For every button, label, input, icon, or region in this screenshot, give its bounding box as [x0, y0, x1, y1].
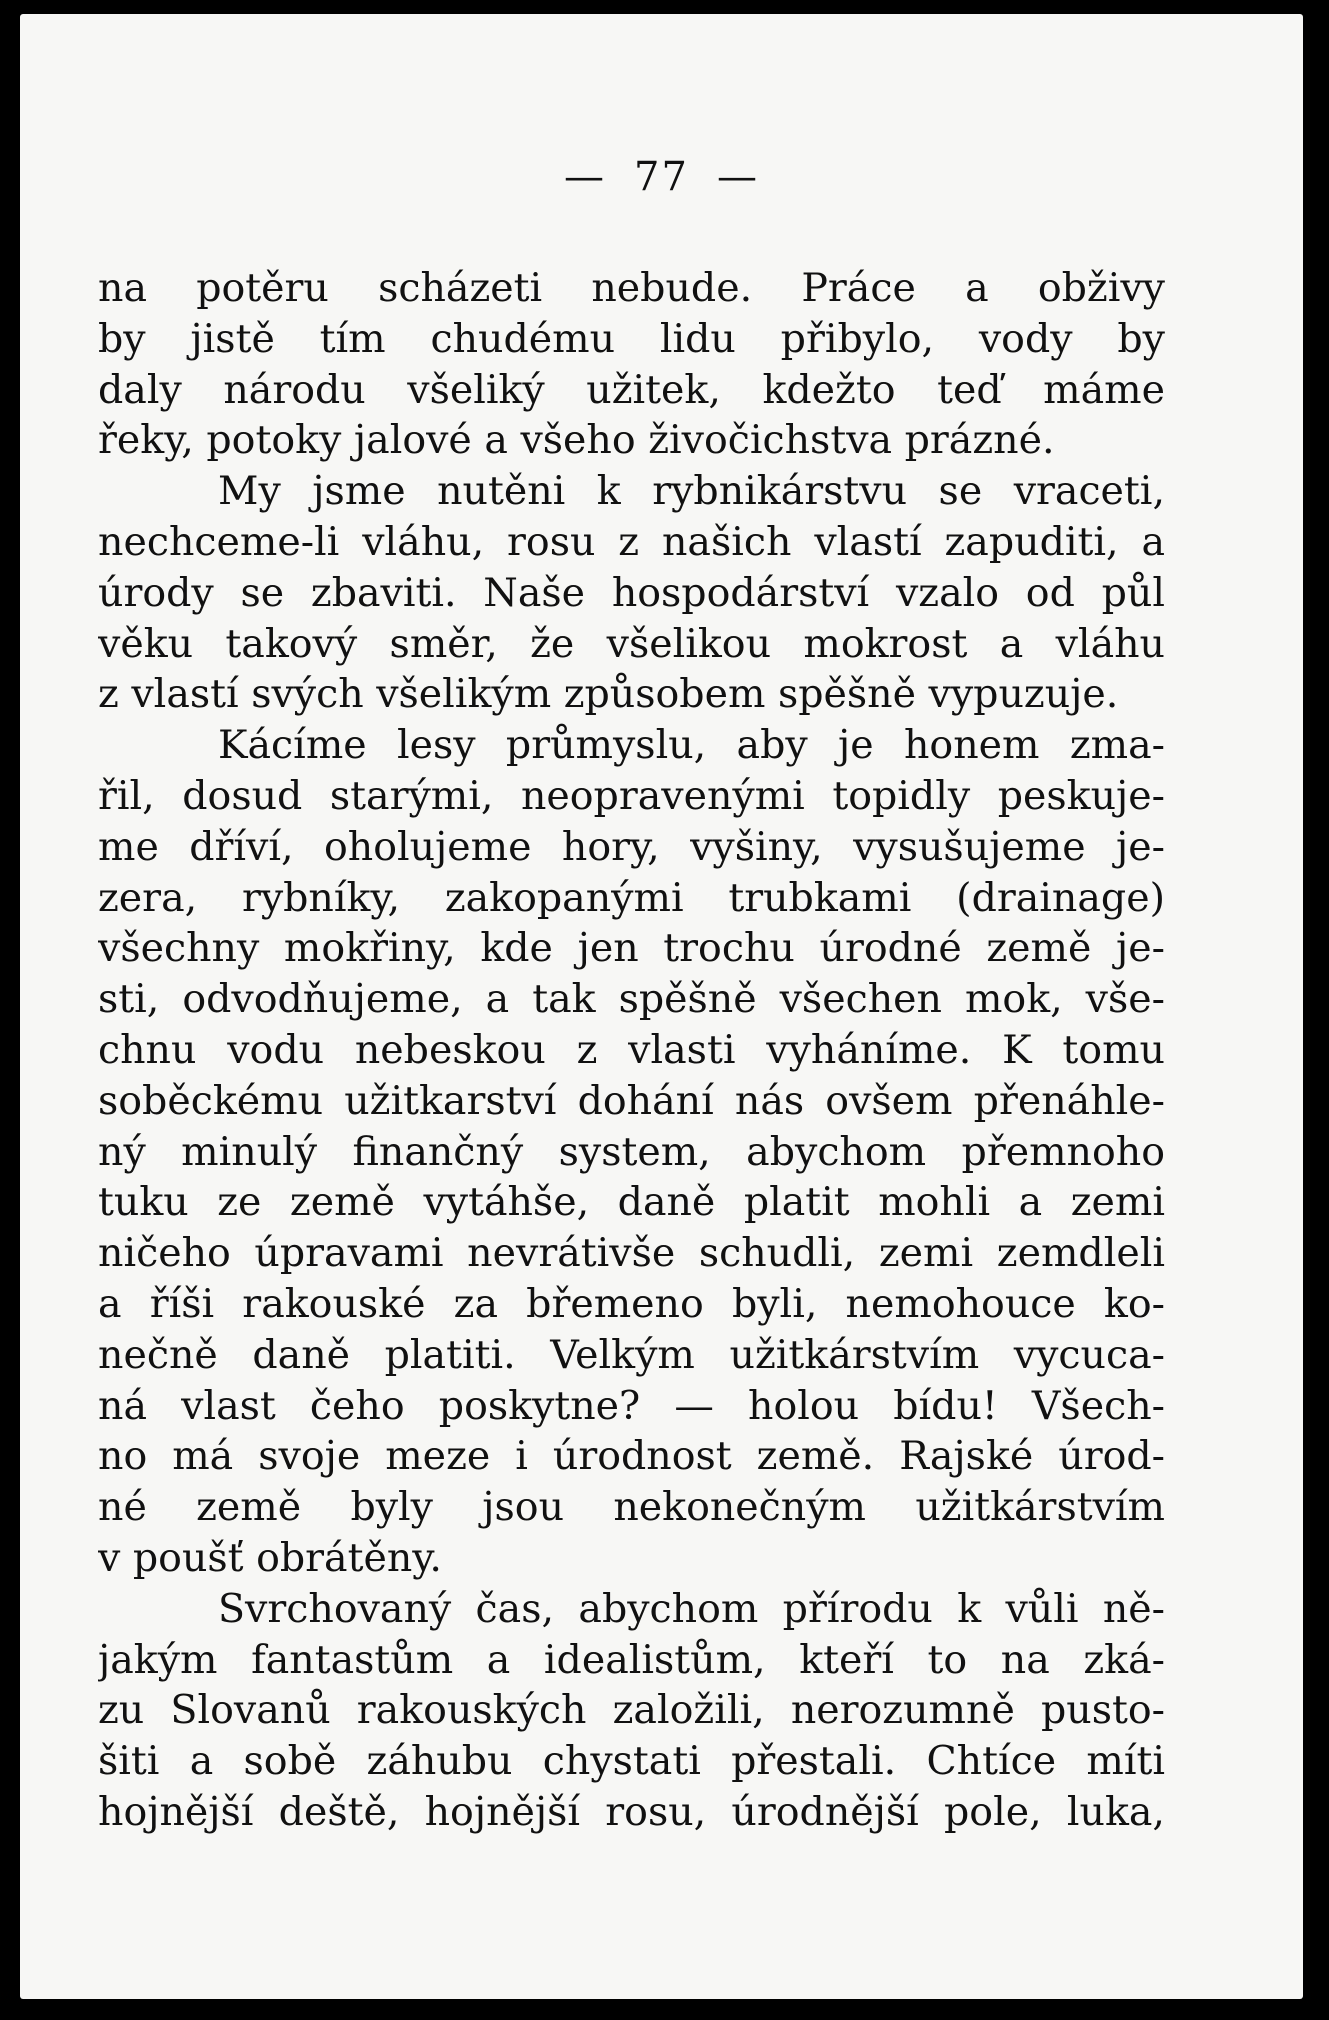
text-line: chnu vodu nebeskou z vlasti vyháníme. K tomu: [98, 1026, 1165, 1073]
text-line: by jistě tím chudému lidu přibylo, vody by: [98, 315, 1165, 362]
page-number-header: [20, 154, 1303, 200]
text-line: zera, rybníky, zakopanými trubkami (drainage): [98, 874, 1165, 921]
text-line: jakým fantastům a idealistům, kteří to na zká-: [98, 1636, 1165, 1683]
text-line: nechceme-li vláhu, rosu z našich vlastí zapuditi, a: [98, 518, 1165, 565]
text-line: no má svoje meze i úrodnost země. Rajské úrod-: [98, 1433, 1165, 1480]
text-line: v poušť obrátěny.: [98, 1534, 442, 1581]
paragraph: [98, 466, 1165, 720]
page-number-dash-left: —: [564, 154, 607, 200]
text-line: tuku ze země vytáhše, daně platit mohli a zemi: [98, 1179, 1165, 1226]
paragraph: [98, 263, 1165, 466]
text-line: daly národu všeliký užitek, kdežto teď máme: [98, 366, 1165, 413]
text-line: me dříví, oholujeme hory, vyšiny, vysušujeme je-: [98, 823, 1165, 870]
text-line: zu Slovanů rakouských založili, nerozumně pusto-: [98, 1687, 1165, 1734]
text-line: řeky, potoky jalové a všeho živočichstva prázné.: [98, 417, 1055, 464]
text-line: ná vlast čeho poskytne? — holou bídu! Všech-: [98, 1382, 1165, 1429]
page-number: 77: [634, 154, 689, 200]
paragraph: [98, 720, 1165, 1584]
text-line: šiti a sobě záhubu chystati přestali. Chtíce míti: [98, 1738, 1165, 1785]
text-line: nečně daně platiti. Velkým užitkárstvím vycuca-: [98, 1331, 1165, 1378]
text-line: né země byly jsou nekonečným užitkárstvím: [98, 1484, 1165, 1531]
page-number-dash-right: —: [716, 154, 759, 200]
text-line: ničeho úpravami nevrátivše schudli, zemi zemdleli: [98, 1230, 1165, 1277]
text-line: soběckému užitkarství dohání nás ovšem přenáhle-: [98, 1077, 1165, 1124]
text-line: ný minulý finančný system, abychom přemnoho: [98, 1128, 1165, 1175]
text-line: věku takový směr, že všelikou mokrost a vláhu: [98, 620, 1165, 667]
text-line: řil, dosud starými, neopravenými topidly peskuje-: [98, 772, 1165, 819]
text-line: na potěru scházeti nebude. Práce a obživy: [98, 265, 1165, 311]
text-line: z vlastí svých všelikým způsobem spěšně vypuzuje.: [98, 671, 1119, 718]
text-line: úrody se zbaviti. Naše hospodárství vzalo od půl: [98, 569, 1165, 616]
paragraph: [98, 1584, 1165, 1838]
text-line: všechny mokřiny, kde jen trochu úrodné země je-: [98, 925, 1165, 972]
text-line: a říši rakouské za břemeno byli, nemohouce ko-: [98, 1280, 1165, 1327]
body-text: [98, 263, 1165, 1838]
text-line: Kácíme lesy průmyslu, aby je honem zma-: [218, 722, 1165, 769]
text-line: sti, odvodňujeme, a tak spěšně všechen mok, vše-: [98, 976, 1165, 1023]
text-line: hojnější deště, hojnější rosu, úrodnější pole, luka,: [98, 1788, 1165, 1835]
book-page: [20, 14, 1303, 1999]
text-line: My jsme nutěni k rybnikárstvu se vraceti,: [218, 468, 1165, 515]
text-line: Svrchovaný čas, abychom přírodu k vůli ně-: [218, 1585, 1165, 1632]
